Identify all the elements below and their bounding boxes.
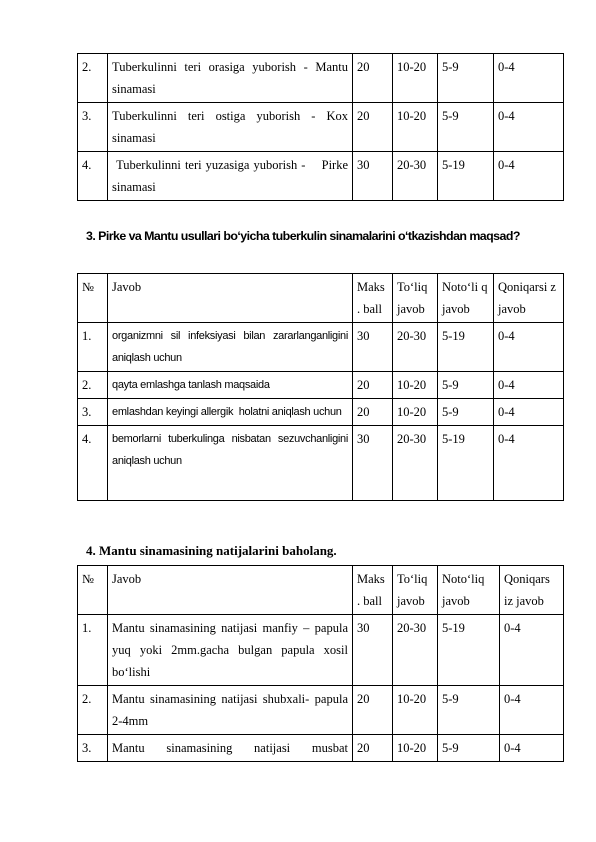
max-score: 30 <box>353 615 393 686</box>
max-score: 20 <box>353 103 393 152</box>
partial-answer-score: 5-19 <box>438 426 494 501</box>
header-answer: Javob <box>108 566 353 615</box>
answer-text: Tuberkulinni teri ostiga yuborish - Kox sinamasi <box>108 103 353 152</box>
full-answer-score: 20-30 <box>393 323 438 372</box>
max-score: 20 <box>353 686 393 735</box>
unsatisfactory-score: 0-4 <box>494 103 564 152</box>
max-score: 20 <box>353 399 393 426</box>
scoring-table-q3 <box>77 273 564 501</box>
answer-text: Mantu sinamasining natijasi shubxali- papula 2-4mm <box>108 686 353 735</box>
full-answer-score: 10-20 <box>393 735 438 762</box>
row-number: 2. <box>78 54 108 103</box>
table-header-row <box>78 566 564 615</box>
row-number: 3. <box>78 399 108 426</box>
header-unsatisfactory: Qoniqarsi z javob <box>494 274 564 323</box>
unsatisfactory-score: 0-4 <box>500 686 564 735</box>
unsatisfactory-score: 0-4 <box>494 323 564 372</box>
full-answer-score: 10-20 <box>393 54 438 103</box>
partial-answer-score: 5-9 <box>438 372 494 399</box>
partial-answer-score: 5-9 <box>438 399 494 426</box>
unsatisfactory-score: 0-4 <box>494 152 564 201</box>
row-number: 2. <box>78 686 108 735</box>
unsatisfactory-score: 0-4 <box>500 735 564 762</box>
table-header-row <box>78 274 564 323</box>
partial-answer-score: 5-9 <box>438 735 500 762</box>
row-number: 4. <box>78 426 108 501</box>
partial-answer-score: 5-9 <box>438 54 494 103</box>
row-number: 1. <box>78 615 108 686</box>
unsatisfactory-score: 0-4 <box>494 399 564 426</box>
table-row <box>78 426 564 501</box>
unsatisfactory-score: 0-4 <box>500 615 564 686</box>
max-score: 20 <box>353 372 393 399</box>
table-row <box>78 152 564 201</box>
header-unsatisfactory: Qoniqars iz javob <box>500 566 564 615</box>
partial-answer-score: 5-19 <box>438 615 500 686</box>
header-number: № <box>78 274 108 323</box>
full-answer-score: 10-20 <box>393 103 438 152</box>
answer-text: organizmni sil infeksiyasi bilan zararlanganligini aniqlash uchun <box>108 323 353 372</box>
row-number: 4. <box>78 152 108 201</box>
table-row <box>78 103 564 152</box>
row-number: 2. <box>78 372 108 399</box>
answer-text: qayta emlashga tanlash maqsaida <box>108 372 353 399</box>
max-score: 20 <box>353 54 393 103</box>
full-answer-score: 10-20 <box>393 372 438 399</box>
table-row <box>78 372 564 399</box>
header-max-score: Maks . ball <box>353 274 393 323</box>
scoring-table-top <box>77 53 564 201</box>
max-score: 30 <box>353 323 393 372</box>
question-3-title: 3. Pirke va Mantu usullari bo‘yicha tuberkulin sinamalarini o‘tkazishdan maqsad? <box>86 229 520 243</box>
full-answer-score: 10-20 <box>393 686 438 735</box>
header-partial-answer: Noto‘li q javob <box>438 274 494 323</box>
header-full-answer: To‘liq javob <box>393 566 438 615</box>
scoring-table-q4 <box>77 565 564 762</box>
table-row <box>78 615 564 686</box>
max-score: 20 <box>353 735 393 762</box>
table-row <box>78 54 564 103</box>
max-score: 30 <box>353 152 393 201</box>
full-answer-score: 20-30 <box>393 615 438 686</box>
unsatisfactory-score: 0-4 <box>494 372 564 399</box>
table-row <box>78 399 564 426</box>
max-score: 30 <box>353 426 393 501</box>
partial-answer-score: 5-9 <box>438 686 500 735</box>
row-number: 3. <box>78 103 108 152</box>
answer-text: Mantu sinamasining natijasi manfiy – papula yuq yoki 2mm.gacha bulgan papula xosil bo‘lishi <box>108 615 353 686</box>
partial-answer-score: 5-19 <box>438 323 494 372</box>
header-max-score: Maks . ball <box>353 566 393 615</box>
answer-text: Mantu sinamasining natijasi musbat <box>108 735 353 762</box>
row-number: 1. <box>78 323 108 372</box>
header-answer: Javob <box>108 274 353 323</box>
row-number: 3. <box>78 735 108 762</box>
unsatisfactory-score: 0-4 <box>494 426 564 501</box>
answer-text: bemorlarni tuberkulinga nisbatan sezuvchanligini aniqlash uchun <box>108 426 353 501</box>
full-answer-score: 20-30 <box>393 152 438 201</box>
full-answer-score: 20-30 <box>393 426 438 501</box>
answer-text: emlashdan keyingi allergik holatni aniqlash uchun <box>108 399 353 426</box>
table-row <box>78 323 564 372</box>
header-full-answer: To‘liq javob <box>393 274 438 323</box>
table-row <box>78 735 564 762</box>
answer-text: Tuberkulinni teri yuzasiga yuborish - Pirke sinamasi <box>108 152 353 201</box>
question-4-title: 4. Mantu sinamasining natijalarini baholang. <box>86 543 337 558</box>
unsatisfactory-score: 0-4 <box>494 54 564 103</box>
partial-answer-score: 5-9 <box>438 103 494 152</box>
header-partial-answer: Noto‘liq javob <box>438 566 500 615</box>
table-row <box>78 686 564 735</box>
full-answer-score: 10-20 <box>393 399 438 426</box>
header-number: № <box>78 566 108 615</box>
partial-answer-score: 5-19 <box>438 152 494 201</box>
answer-text: Tuberkulinni teri orasiga yuborish - Mantu sinamasi <box>108 54 353 103</box>
